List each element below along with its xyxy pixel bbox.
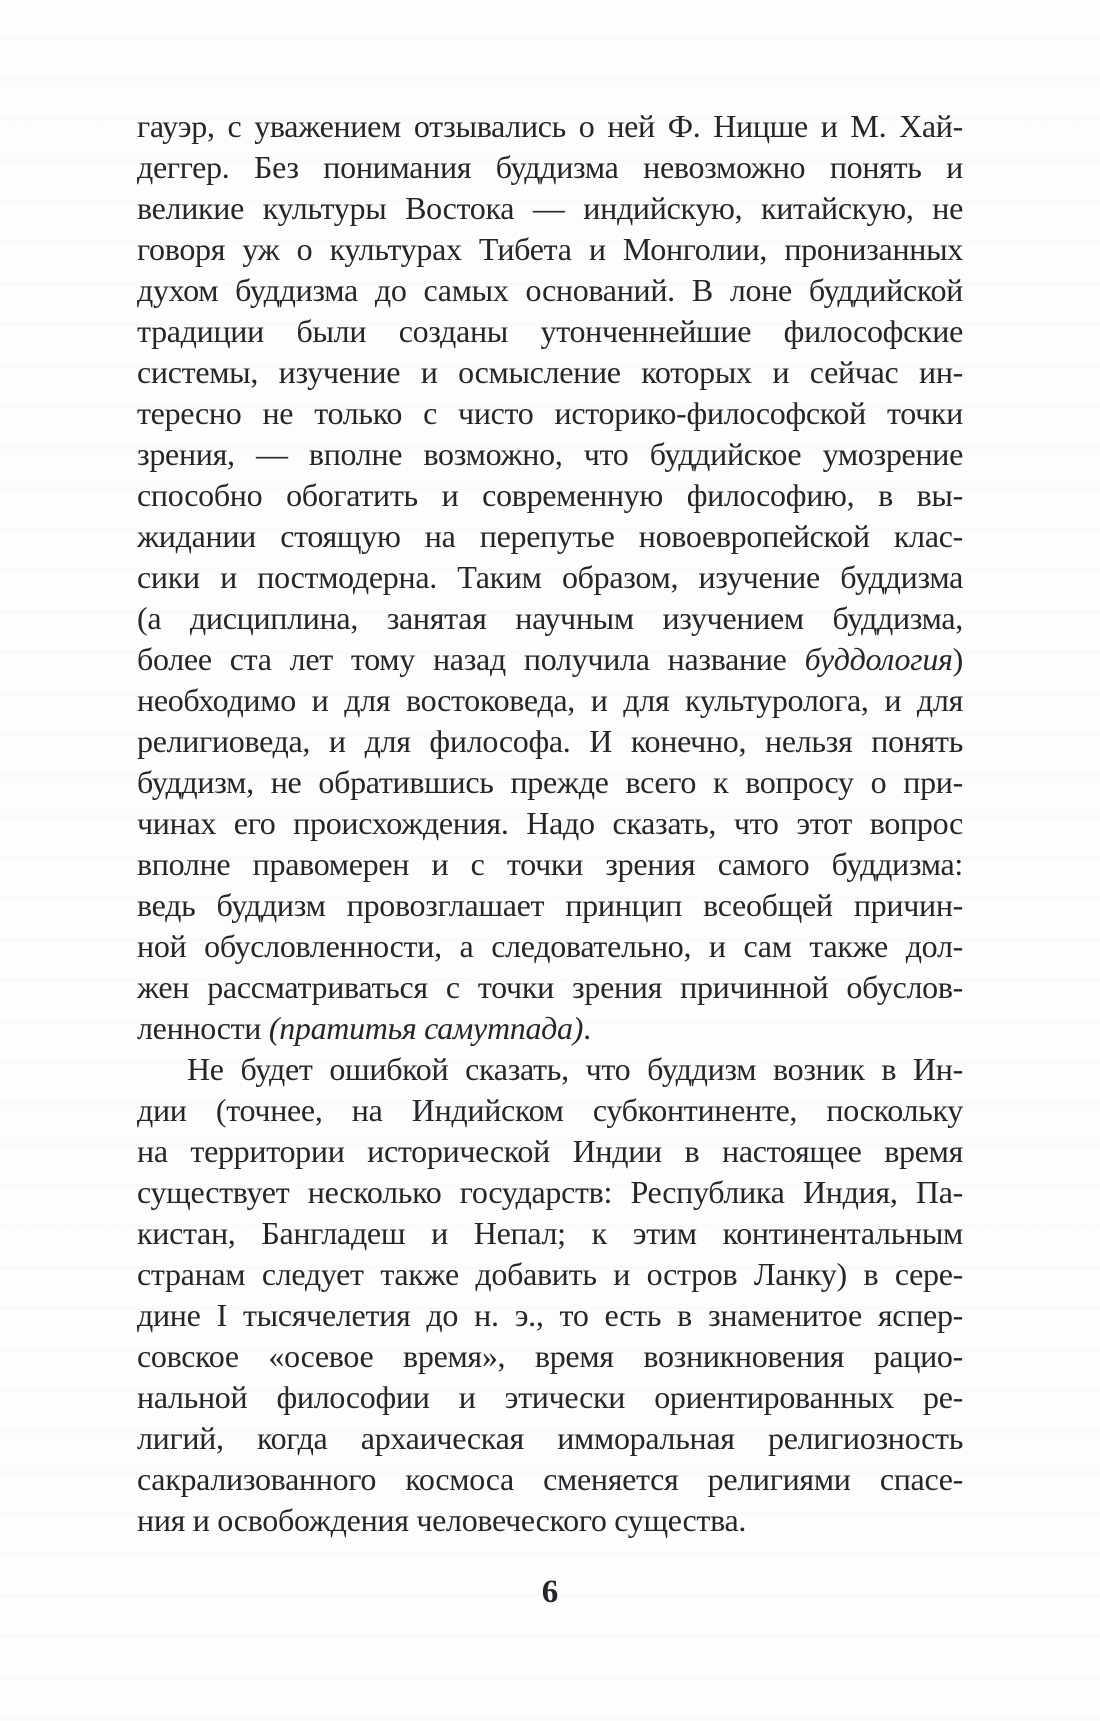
text-line: вполне правомерен и с точки зрения самого буддизма: [137, 846, 963, 882]
text-line: кистан, Бангладеш и Непал; к этим континентальным [137, 1215, 963, 1251]
text-line: сики и постмодерна. Таким образом, изучение буддизма [137, 559, 963, 595]
text-line: чинах его происхождения. Надо сказать, что этот вопрос [137, 805, 963, 841]
text-line: системы, изучение и осмысление которых и сейчас ин- [137, 354, 963, 390]
text-line: великие культуры Востока — индийскую, китайскую, не [137, 190, 963, 226]
italic-term: (пратитья самутпада) [268, 1010, 584, 1046]
text-line: зрения, — вполне возможно, что буддийское умозрение [137, 436, 963, 472]
text-line: (а дисциплина, занятая научным изучением буддизма, [137, 600, 963, 636]
text-line: духом буддизма до самых оснований. В лоне буддийской [137, 272, 963, 308]
italic-term: буддология [804, 641, 953, 677]
paragraph [137, 106, 963, 1049]
text-line: способно обогатить и современную философию, в вы- [137, 477, 963, 513]
text-line: необходимо и для востоковеда, и для культуролога, и для [137, 682, 963, 718]
text-line: дине I тысячелетия до н. э., то есть в знаменитое яспер- [137, 1297, 963, 1333]
text-line: традиции были созданы утонченнейшие философские [137, 313, 963, 349]
text-line: ной обусловленности, а следовательно, и сам также дол- [137, 928, 963, 964]
text-line: буддизм, не обратившись прежде всего к вопросу о при- [137, 764, 963, 800]
text-line: совское «осевое время», время возникновения рацио- [137, 1338, 963, 1374]
text-line: ленности (пратитья самутпада). [137, 1010, 591, 1046]
text-line: дии (точнее, на Индийском субконтиненте, поскольку [137, 1092, 963, 1128]
paragraph [137, 1049, 963, 1541]
text-line: более ста лет тому назад получила название буддология) [137, 641, 963, 677]
text-line: жидании стоящую на перепутье новоевропейской клас- [137, 518, 963, 554]
text-line: лигий, когда архаическая имморальная религиозность [137, 1420, 963, 1456]
text-line: тересно не только с чисто историко-философской точки [137, 395, 963, 431]
text-column [137, 106, 963, 1541]
text-line: сакрализованного космоса сменяется религиями спасе- [137, 1461, 963, 1497]
text-line: Не будет ошибкой сказать, что буддизм возник в Ин- [187, 1051, 963, 1087]
text-line: ния и освобождения человеческого существа. [137, 1502, 747, 1538]
text-line: нальной философии и этически ориентированных ре- [137, 1379, 963, 1415]
text-line: религиоведа, и для философа. И конечно, нельзя понять [137, 723, 963, 759]
text-line: говоря уж о культурах Тибета и Монголии, пронизанных [137, 231, 963, 267]
text-line: гауэр, с уважением отзывались о ней Ф. Ницше и М. Хай- [137, 108, 963, 144]
text-line: деггер. Без понимания буддизма невозможно понять и [137, 149, 963, 185]
page-number: 6 [541, 1574, 559, 1610]
text-line: ведь буддизм провозглашает принцип всеобщей причин- [137, 887, 963, 923]
text-line: существует несколько государств: Республика Индия, Па- [137, 1174, 963, 1210]
text-line: на территории исторической Индии в настоящее время [137, 1133, 963, 1169]
text-line: жен рассматриваться с точки зрения причинной обуслов- [137, 969, 963, 1005]
text-line: странам следует также добавить и остров Ланку) в сере- [137, 1256, 963, 1292]
